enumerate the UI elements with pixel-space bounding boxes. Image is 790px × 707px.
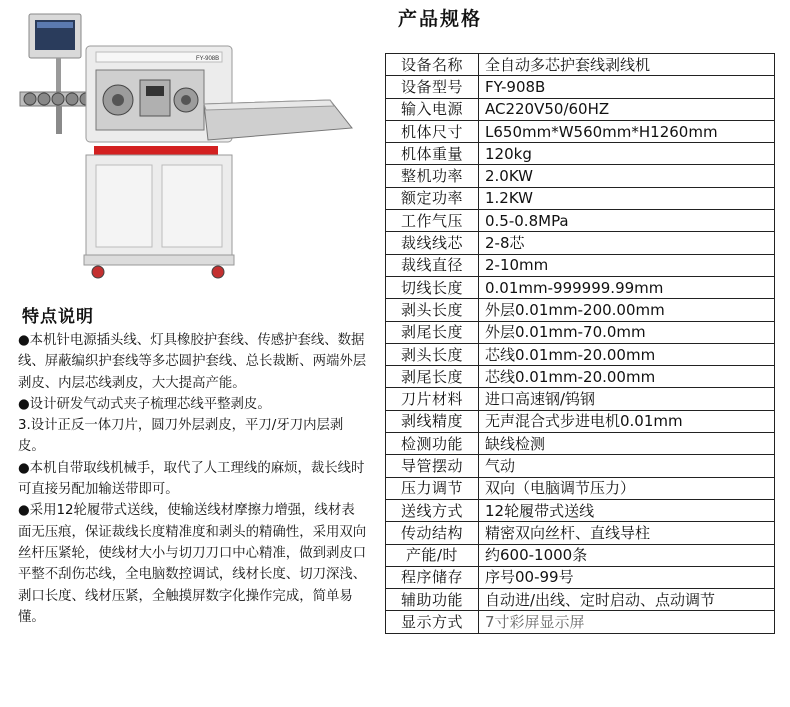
- spec-key: 机体重量: [386, 143, 479, 165]
- spec-row: [386, 210, 775, 232]
- spec-key: 机体尺寸: [386, 120, 479, 142]
- machine-model-label: FY-908B: [196, 56, 220, 62]
- spec-row: [386, 611, 775, 633]
- spec-key: 剥尾长度: [386, 366, 479, 388]
- spec-row: [386, 433, 775, 455]
- spec-row: [386, 120, 775, 142]
- spec-row: [386, 187, 775, 209]
- spec-value: 7寸彩屏显示屏: [479, 611, 775, 633]
- spec-table: [385, 53, 775, 634]
- spec-key: 程序储存: [386, 566, 479, 588]
- spec-row: [386, 499, 775, 521]
- spec-value: 序号00-99号: [479, 566, 775, 588]
- spec-row: [386, 76, 775, 98]
- features-list: [18, 330, 368, 628]
- spec-row: [386, 343, 775, 365]
- feature-item: ●本机自带取线机械手，取代了人工理线的麻烦，裁长线时可直接另配加输送带即可。: [18, 460, 365, 498]
- spec-row: [386, 254, 775, 276]
- spec-row: [386, 232, 775, 254]
- spec-value: 2-10mm: [479, 254, 775, 276]
- spec-value: FY-908B: [479, 76, 775, 98]
- spec-row: [386, 388, 775, 410]
- spec-key: 工作气压: [386, 210, 479, 232]
- spec-value: 2-8芯: [479, 232, 775, 254]
- spec-value: 自动进/出线、定时启动、点动调节: [479, 589, 775, 611]
- spec-row: [386, 522, 775, 544]
- spec-key: 剥线精度: [386, 410, 479, 432]
- spec-row: [386, 299, 775, 321]
- spec-value: 无声混合式步进电机0.01mm: [479, 410, 775, 432]
- spec-value: 进口高速钢/钨钢: [479, 388, 775, 410]
- spec-key: 额定功率: [386, 187, 479, 209]
- spec-row: [386, 566, 775, 588]
- spec-value: 0.5-0.8MPa: [479, 210, 775, 232]
- spec-row: [386, 98, 775, 120]
- spec-row: [386, 143, 775, 165]
- spec-row: [386, 54, 775, 76]
- spec-value: 2.0KW: [479, 165, 775, 187]
- spec-value: 芯线0.01mm-20.00mm: [479, 343, 775, 365]
- spec-key: 整机功率: [386, 165, 479, 187]
- spec-value: 缺线检测: [479, 433, 775, 455]
- spec-value: 外层0.01mm-70.0mm: [479, 321, 775, 343]
- spec-key: 刀片材料: [386, 388, 479, 410]
- machine-red-band: [94, 146, 218, 155]
- spec-key: 显示方式: [386, 611, 479, 633]
- spec-row: [386, 276, 775, 298]
- spec-value: 12轮履带式送线: [479, 499, 775, 521]
- caster-wheel: [212, 266, 224, 278]
- machine-illustration: [0, 0, 370, 300]
- spec-key: 剥头长度: [386, 299, 479, 321]
- spec-key: 剥头长度: [386, 343, 479, 365]
- feature-item: 3.设计正反一体刀片，圆刀外层剥皮，平刀/牙刀内层剥皮。: [18, 418, 344, 455]
- spec-value: 约600-1000条: [479, 544, 775, 566]
- spec-key: 检测功能: [386, 433, 479, 455]
- spec-key: 辅助功能: [386, 589, 479, 611]
- spec-value: 全自动多芯护套线剥线机: [479, 54, 775, 76]
- feature-item: ●本机针电源插头线、灯具橡胶护套线、传感护套线、数据线、屏蔽编织护套线等多芯圆护套线、总长裁断、两端外层剥皮、内层芯线剥皮，大大提高产能。: [18, 333, 367, 391]
- spec-value: 120kg: [479, 143, 775, 165]
- spec-key: 产能/时: [386, 544, 479, 566]
- spec-value: 0.01mm-999999.99mm: [479, 276, 775, 298]
- spec-key: 送线方式: [386, 499, 479, 521]
- spec-value: 1.2KW: [479, 187, 775, 209]
- spec-key: 切线长度: [386, 276, 479, 298]
- spec-row: [386, 321, 775, 343]
- spec-value: 精密双向丝杆、直线导柱: [479, 522, 775, 544]
- feature-item: ●设计研发气动式夹子梳理芯线平整剥皮。: [18, 396, 271, 412]
- spec-value: 外层0.01mm-200.00mm: [479, 299, 775, 321]
- spec-value: 芯线0.01mm-20.00mm: [479, 366, 775, 388]
- spec-value: L650mm*W560mm*H1260mm: [479, 120, 775, 142]
- spec-key: 输入电源: [386, 98, 479, 120]
- spec-row: [386, 544, 775, 566]
- spec-key: 剥尾长度: [386, 321, 479, 343]
- spec-key: 裁线直径: [386, 254, 479, 276]
- spec-row: [386, 477, 775, 499]
- spec-key: 压力调节: [386, 477, 479, 499]
- spec-key: 裁线线芯: [386, 232, 479, 254]
- spec-row: [386, 410, 775, 432]
- spec-value: 双向（电脑调节压力）: [479, 477, 775, 499]
- spec-key: 传动结构: [386, 522, 479, 544]
- spec-row: [386, 455, 775, 477]
- spec-row: [386, 366, 775, 388]
- spec-key: 导管摆动: [386, 455, 479, 477]
- spec-value: AC220V50/60HZ: [479, 98, 775, 120]
- spec-title: 产品规格: [398, 8, 483, 30]
- features-title: 特点说明: [22, 307, 94, 327]
- spec-key: 设备型号: [386, 76, 479, 98]
- spec-value: 气动: [479, 455, 775, 477]
- spec-row: [386, 165, 775, 187]
- spec-key: 设备名称: [386, 54, 479, 76]
- spec-row: [386, 589, 775, 611]
- feature-item: ●采用12轮履带式送线，使输送线材摩擦力增强，线材表面无压痕，保证裁线长度精准度和剥头的精确性，采用双向丝杆压紧轮，使线材大小与切刀刀口中心精准，做到剥皮口平整不刮伤芯线，全电脑数控调试，线材长度、切刀深浅、剥口长度、线材压紧，全触摸屏数字化操作完成，简单易懂。: [18, 503, 367, 625]
- caster-wheel: [92, 266, 104, 278]
